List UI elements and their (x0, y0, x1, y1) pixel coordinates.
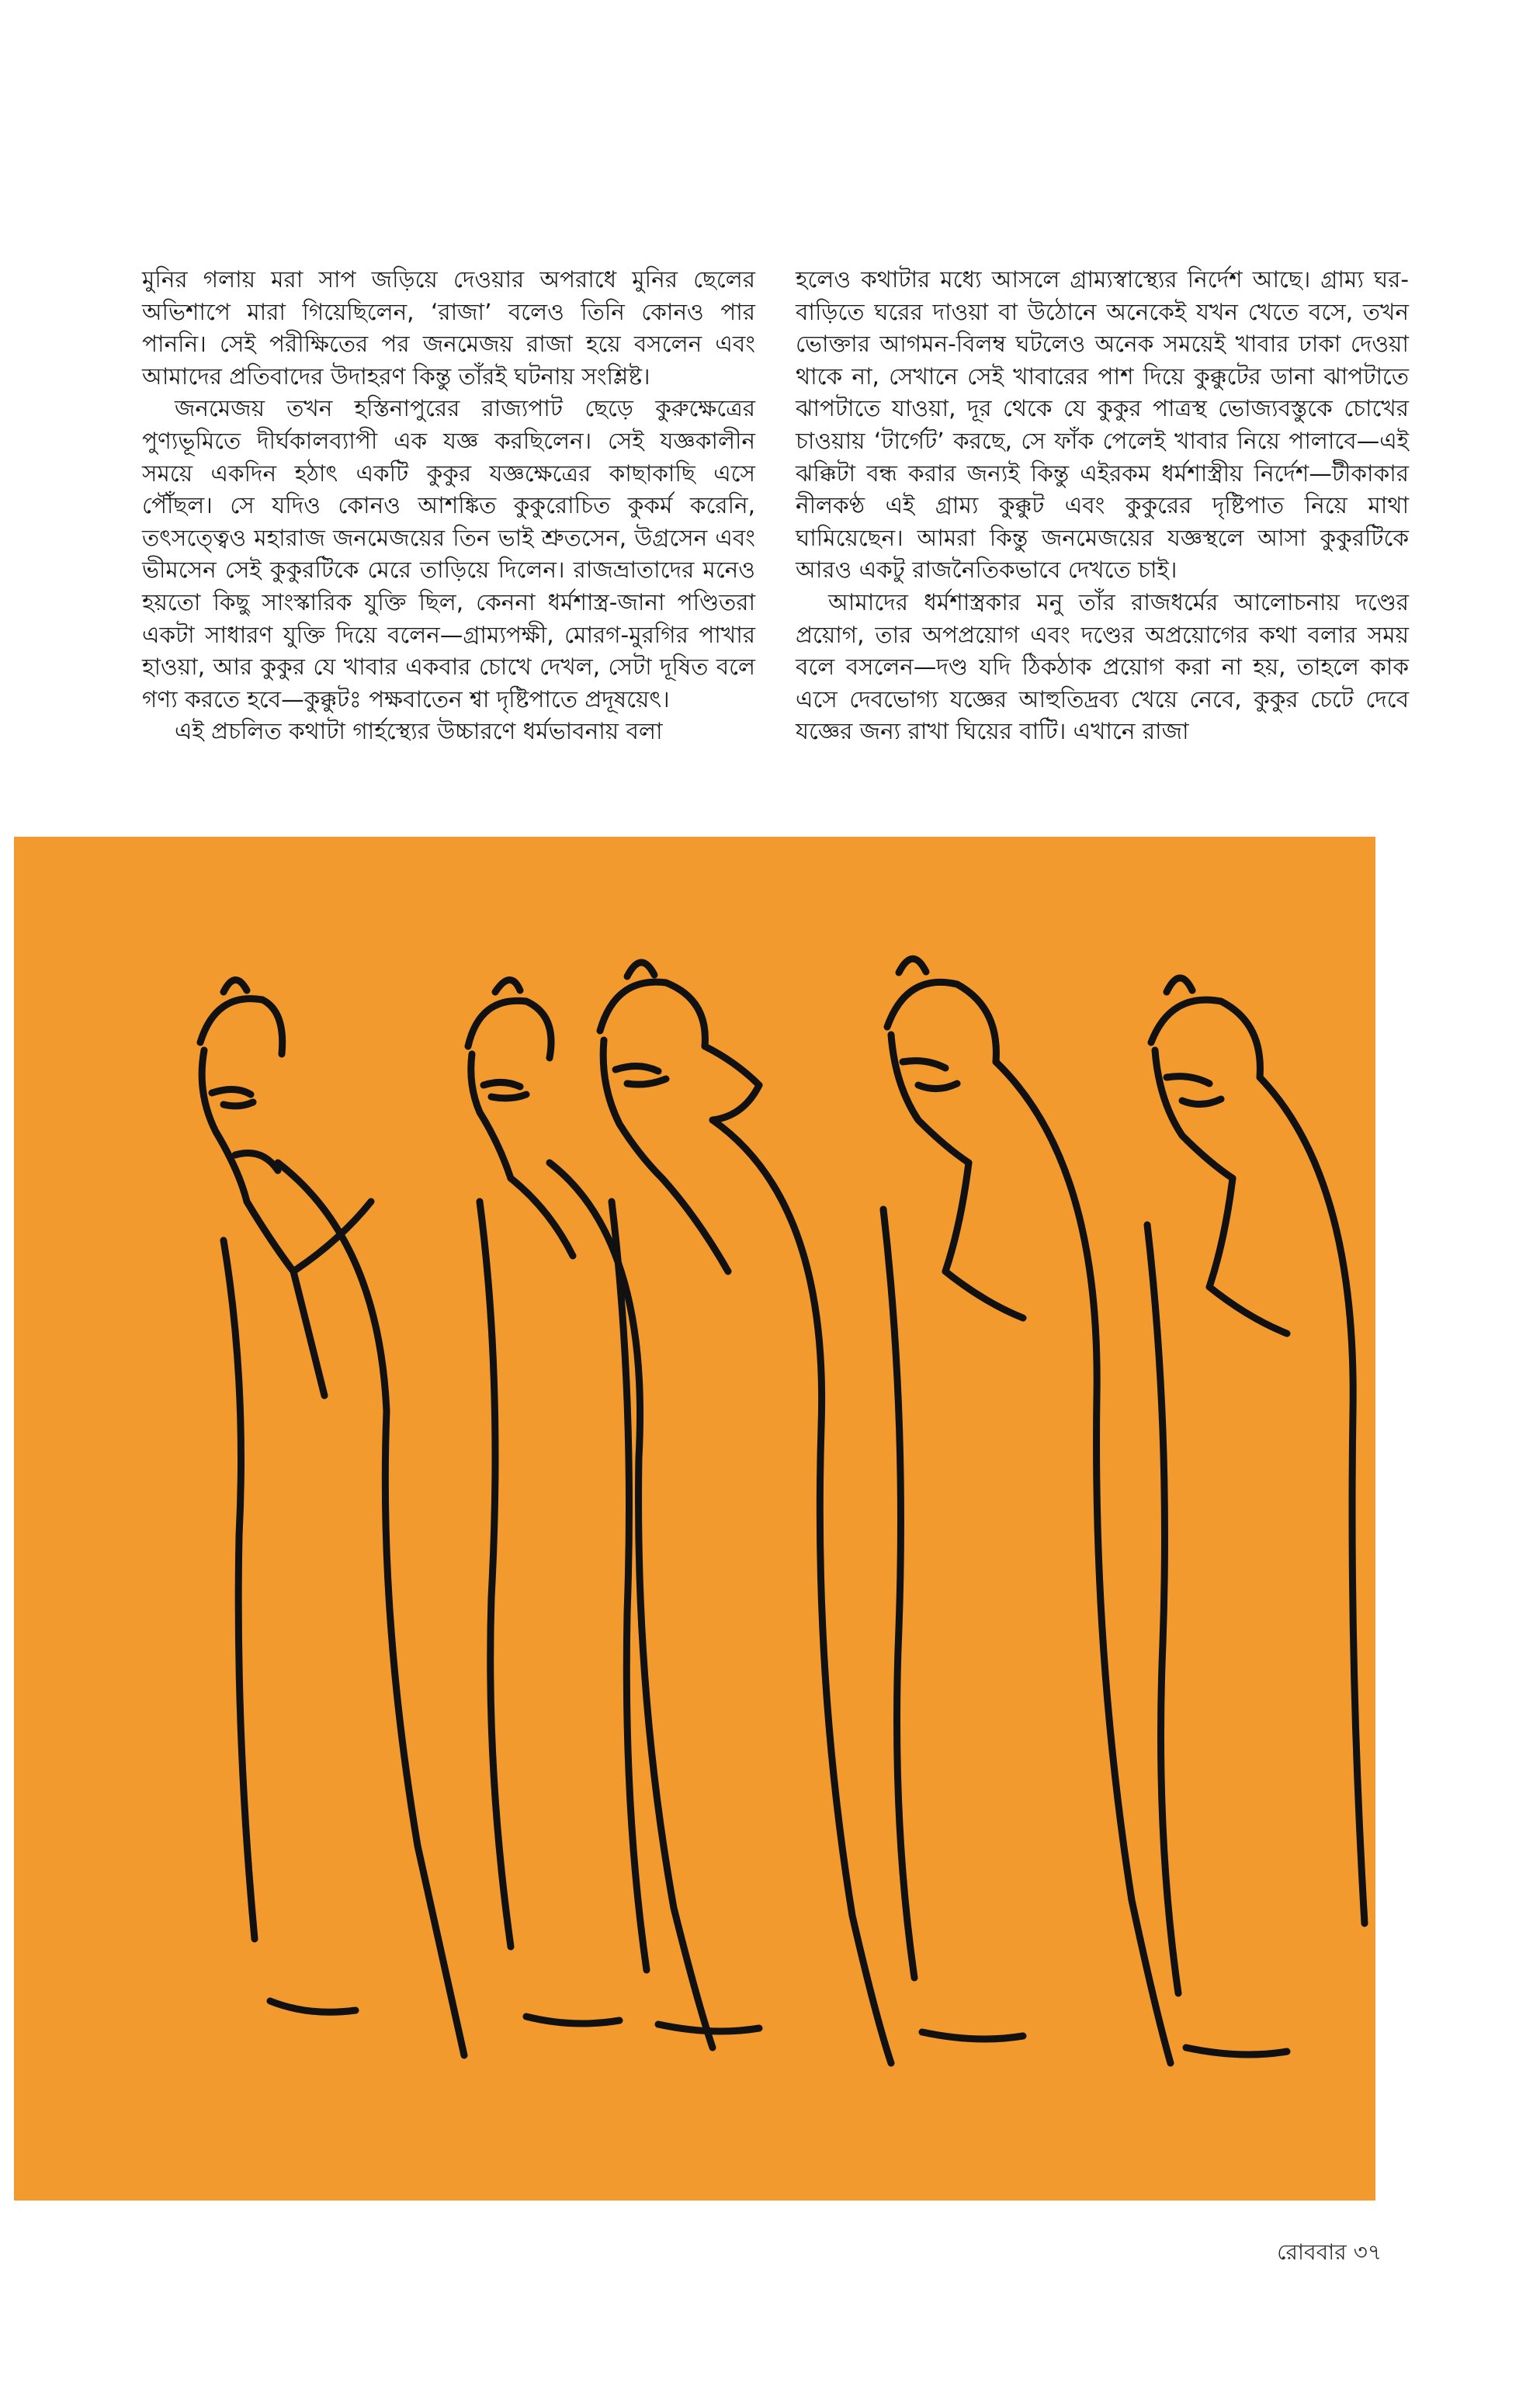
page-folio: রোববার ৩৭ (1277, 2239, 1382, 2265)
figure-4 (883, 959, 1171, 2063)
figure-1 (200, 980, 464, 2055)
paragraph: মুনির গলায় মরা সাপ জড়িয়ে দেওয়ার অপরাধে মুনির ছেলের অভিশাপে মারা গিয়েছিলেন, ‘রাজা’ বলেও তিনি কোনও পার পাননি। সেই পরীক্ষিতের পর জনমেজয় রাজা হয়ে বসলেন এবং আমাদের প্রতিবাদের উদাহরণ কিন্তু তাঁরই ঘটনায় সংশ্লিষ্ট। (142, 266, 755, 390)
ink-figures-drawing (14, 837, 1375, 2201)
article-column-right (796, 264, 1409, 748)
paragraph: এই প্রচলিত কথাটা গার্হস্থ্যের উচ্চারণে ধর্মভাবনায় বলা (175, 718, 663, 745)
illustration-five-figures (14, 837, 1375, 2201)
figure-3 (600, 962, 891, 2063)
figure-2 (468, 980, 713, 2048)
article-column-left (142, 264, 755, 748)
paragraph: হলেও কথাটার মধ্যে আসলে গ্রাম্যস্বাস্থ্যের নির্দেশ আছে। গ্রাম্য ঘর-বাড়িতে ঘরের দাওয়া বা উঠোনে অনেকেই যখন খেতে বসে, তখন ভোক্তার আগমন-বিলম্ব ঘটলেও অনেক সময়েই খাবার ঢাকা দেওয়া থাকে না, সেখানে সেই খাবারের পাশ দিয়ে কুক্কুটের ডানা ঝাপটাতে ঝাপটাতে যাওয়া, দূর থেকে যে কুকুর পাত্রস্থ ভোজ্যবস্তুকে চোখের চাওয়ায় ‘টার্গেট’ করছে, সে ফাঁক পেলেই খাবার নিয়ে পালাবে—এই ঝক্কিটা বন্ধ করার জন্যই কিন্তু এইরকম ধর্মশাস্ত্রীয় নির্দেশ—টীকাকার নীলকণ্ঠ এই গ্রাম্য কুক্কুট এবং কুকুরের দৃষ্টিপাত নিয়ে মাথা ঘামিয়েছেন। আমরা কিন্তু জনমেজয়ের যজ্ঞস্থলে আসা কুকুরটিকে আরও একটু রাজনৈতিকভাবে দেখতে চাই। (796, 266, 1409, 584)
figure-5 (1147, 978, 1365, 2055)
paragraph: জনমেজয় তখন হস্তিনাপুরের রাজ্যপাট ছেড়ে কুরুক্ষেত্রের পুণ্যভূমিতে দীর্ঘকালব্যাপী এক যজ্ঞ করছিলেন। সেই যজ্ঞকালীন সময়ে একদিন হঠাৎ একটি কুকুর যজ্ঞক্ষেত্রের কাছাকাছি এসে পৌঁছল। সে যদিও কোনও আশঙ্কিত কুকুরোচিত কুকর্ম করেনি, তৎসত্ত্বেও মহারাজ জনমেজয়ের তিন ভাই শ্রুতসেন, উগ্রসেন এবং ভীমসেন সেই কুকুরটিকে মেরে তাড়িয়ে দিলেন। রাজভ্রাতাদের মনেও হয়তো কিছু সাংস্কারিক যুক্তি ছিল, কেননা ধর্মশাস্ত্র-জানা পণ্ডিতরা একটা সাধারণ যুক্তি দিয়ে বলেন—গ্রাম্যপক্ষী, মোরগ-মুরগির পাখার হাওয়া, আর কুকুর যে খাবার একবার চোখে দেখল, সেটা দূষিত বলে গণ্য করতে হবে—কুক্কুটঃ পক্ষবাতেন শ্বা দৃষ্টিপাতে প্রদূষয়েৎ। (142, 395, 755, 713)
paragraph: আমাদের ধর্মশাস্ত্রকার মনু তাঁর রাজধর্মের আলোচনায় দণ্ডের প্রয়োগ, তার অপপ্রয়োগ এবং দণ্ডের অপ্রয়োগের কথা বলার সময় বলে বসলেন—দণ্ড যদি ঠিকঠাক প্রয়োগ করা না হয়, তাহলে কাক এসে দেবভোগ্য যজ্ঞের আহুতিদ্রব্য খেয়ে নেবে, কুকুর চেটে দেবে যজ্ঞের জন্য রাখা ঘিয়ের বাটি। এখানে রাজা (796, 588, 1409, 745)
